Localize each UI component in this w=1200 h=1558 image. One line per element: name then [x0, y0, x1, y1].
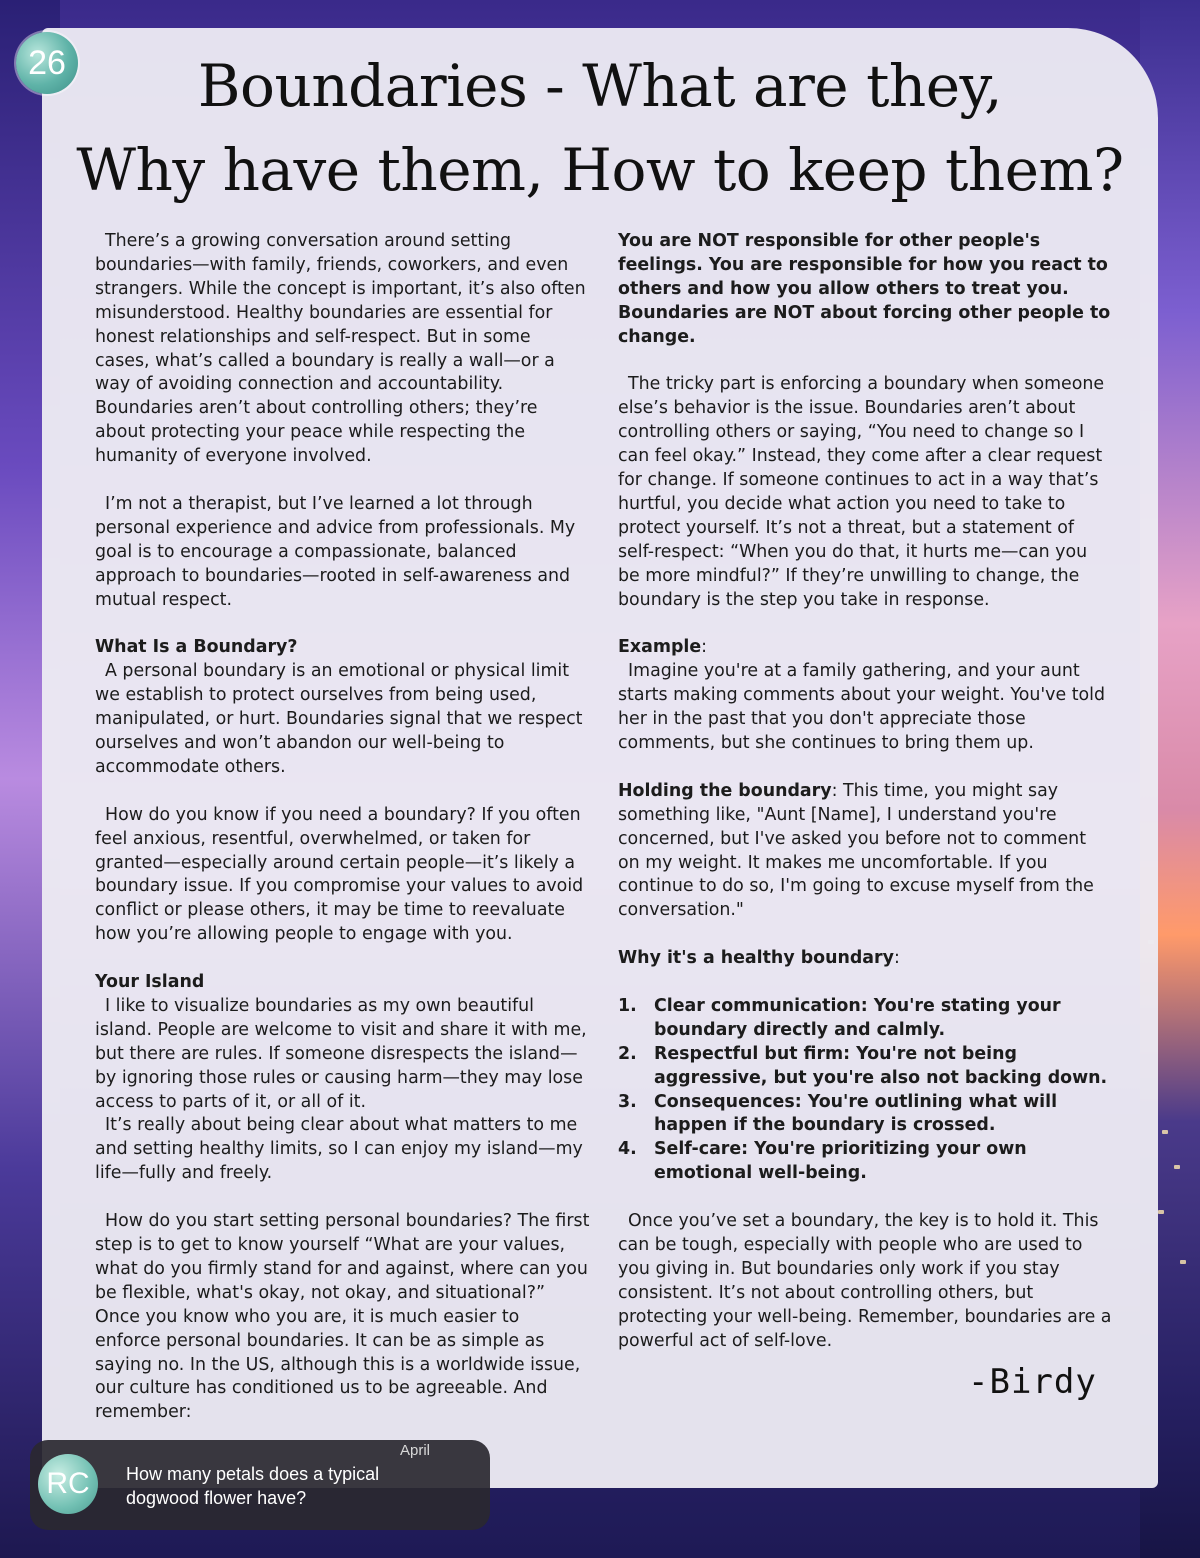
list-item — [618, 1091, 1113, 1139]
list-item — [618, 995, 1113, 1043]
boundary-paragraph-2: How do you know if you need a boundary? If you often feel anxious, resentful, overwhelmed, or taken for granted—especially around certain people—it’s likely a boundary issue. If you compromise your values to avoid conflict or please others, it may be time to reevaluate how you’re allowing people to engage with you. — [95, 804, 584, 945]
island-paragraph-1: I like to visualize boundaries as my own beautiful island. People are welcome to visit and share it with me, but there are rules. If someone disrespects the island—by ignoring those rules or causing harm—they may lose access to parts of it, or all of it. — [95, 995, 587, 1112]
why-label: Why it's a healthy boundary — [618, 948, 894, 969]
example-heading — [618, 636, 1113, 660]
chat-question: How many petals does a typical dogwood flower have? — [126, 1464, 380, 1508]
start-paragraph: How do you start setting personal boundaries? The first step is to get to know yourself “What are your values, what do you firmly stand for and against, where can you be flexible, what's okay, not okay, and situational?” Once you know who you are, it is much easier to enforce personal boundaries. It can be as simple as saying no. In the US, although this is a worldwide issue, our culture has conditioned us to be agreeable. And remember: — [95, 1211, 590, 1423]
list-number: 2. — [618, 1043, 637, 1064]
list-number: 4. — [618, 1139, 637, 1160]
author-signature: -Birdy — [968, 1362, 1097, 1402]
chat-month-label: April — [400, 1442, 431, 1459]
reasons-list — [618, 995, 1113, 1186]
title-line-2: Why have them, How to keep them? — [76, 136, 1124, 204]
list-number: 3. — [618, 1091, 637, 1112]
list-item — [618, 1138, 1113, 1186]
list-number: 1. — [618, 995, 637, 1016]
list-text: Clear communication: You're stating your boundary directly and calmly. — [654, 995, 1061, 1040]
intro-paragraph-1: There’s a growing conversation around setting boundaries—with family, friends, coworkers, and even strangers. While the concept is important, it’s also often misunderstood. Healthy boundaries are essential for honest relationships and self-respect. But in some cases, what’s called a boundary is really a wall—or a way of avoiding connection and accountability. Boundaries aren’t about controlling others; they’re about protecting your peace while respecting the humanity of everyone involved. — [95, 231, 586, 467]
holding-text: : This time, you might say something like, "Aunt [Name], I understand you're concerned, but I've asked you before not to comment on my weight. It makes me uncomfortable. If you continue to do so, I'm going to excuse myself from the conversation." — [618, 780, 1094, 921]
holding-label: Holding the boundary — [618, 780, 832, 801]
why-heading — [618, 947, 1113, 971]
chat-bubble[interactable] — [30, 1440, 490, 1530]
holding-paragraph — [618, 780, 1113, 923]
list-text: Respectful but firm: You're not being aggressive, but you're also not backing down. — [654, 1043, 1108, 1088]
tricky-paragraph: The tricky part is enforcing a boundary when someone else’s behavior is the issue. Boundaries aren’t about controlling others or saying, “You need to change so I can feel okay.” Instead, they come after a clear request for change. If someone continues to act in a way that’s hurtful, you decide what action you need to take to protect yourself. It’s not a threat, but a statement of self-respect: “When you do that, it hurts me—can you be more mindful?” If they’re unwilling to change, the boundary is the step you take in response. — [618, 374, 1105, 610]
list-text: Consequences: You're outlining what will happen if the boundary is crossed. — [654, 1091, 1058, 1136]
heading-your-island: Your Island — [95, 972, 205, 993]
page-title — [42, 44, 1158, 212]
heading-what-is-boundary: What Is a Boundary? — [95, 637, 298, 658]
example-paragraph: Imagine you're at a family gathering, and your aunt starts making comments about your weight. You've told her in the past that you don't appreciate those comments, but she continues to bring them up. — [618, 661, 1106, 753]
boundary-paragraph-1: A personal boundary is an emotional or physical limit we establish to protect ourselves from being used, manipulated, or hurt. Boundaries signal that we respect ourselves and won’t abandon our well-being to accommodate others. — [95, 661, 583, 777]
example-label: Example — [618, 637, 702, 658]
list-text: Self-care: You're prioritizing your own emotional well-being. — [654, 1139, 1027, 1184]
left-column — [95, 230, 590, 1449]
avatar: RC — [38, 1454, 98, 1514]
bold-statement-2: Boundaries are NOT about forcing other people to change. — [618, 302, 1111, 347]
intro-paragraph-2: I’m not a therapist, but I’ve learned a lot through personal experience and advice from professionals. My goal is to encourage a compassionate, balanced approach to boundaries—rooted in self-awareness and mutual respect. — [95, 493, 576, 610]
why-colon: : — [893, 948, 900, 969]
title-line-1: Boundaries - What are they, — [197, 52, 1003, 120]
example-colon: : — [701, 637, 708, 658]
right-column — [618, 230, 1113, 1377]
island-paragraph-2: It’s really about being clear about what matters to me and setting healthy limits, so I can enjoy my island—my life—fully and freely. — [95, 1115, 583, 1184]
page-number-badge: 26 — [16, 32, 78, 94]
bold-statement-1: You are NOT responsible for other people's feelings. You are responsible for how you react to others and how you allow others to treat you. — [618, 231, 1108, 299]
closing-paragraph: Once you’ve set a boundary, the key is to hold it. This can be tough, especially with people who are used to you giving in. But boundaries only work if you stay consistent. It’s not about controlling others, but protecting your well-being. Remember, boundaries are a powerful act of self-love. — [618, 1211, 1112, 1351]
list-item — [618, 1043, 1113, 1091]
